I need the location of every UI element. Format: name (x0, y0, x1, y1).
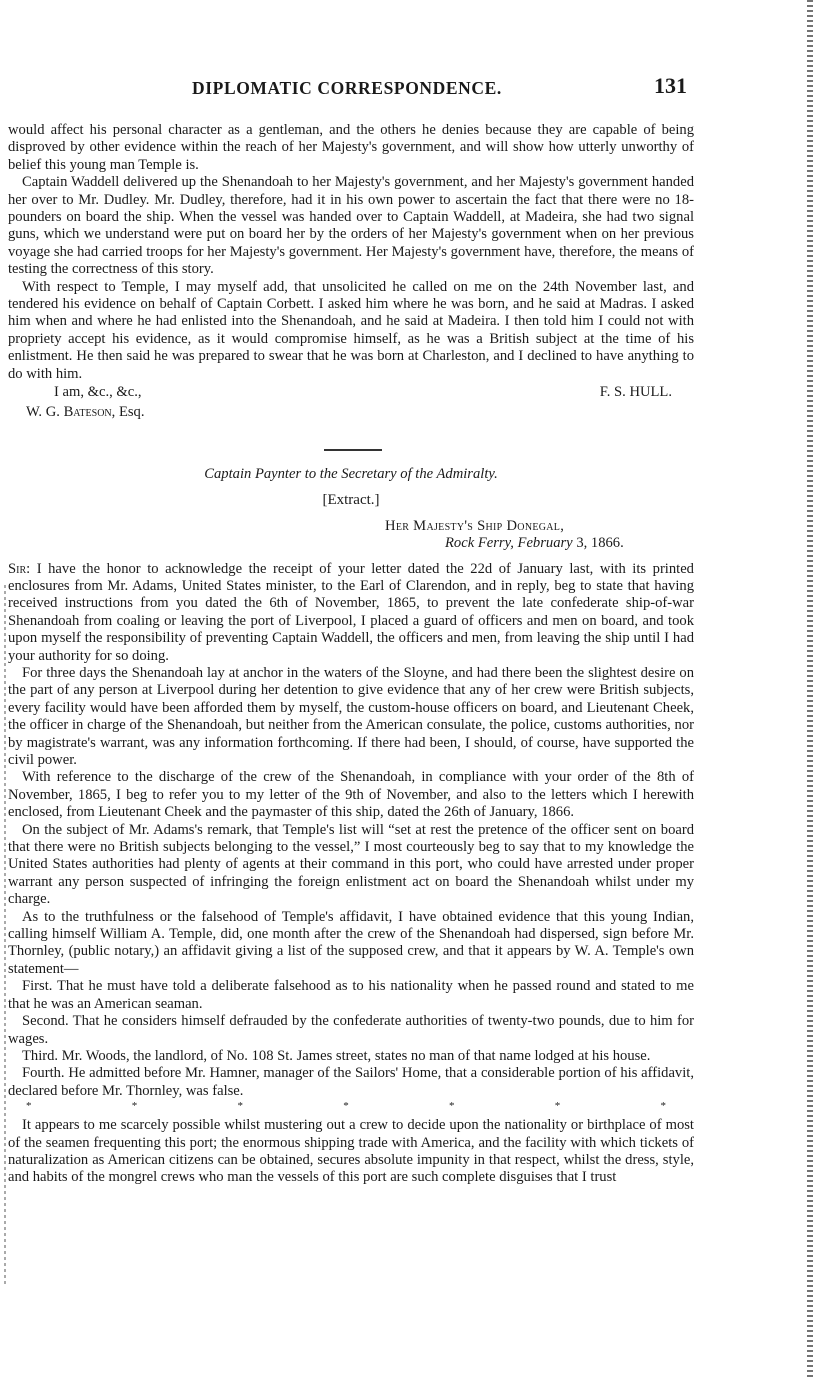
list-item-fourth: Fourth. He admitted before Mr. Hamner, manager of the Sailors' Home, that a considerable portion of his affidavit, declared before Mr. Thornley, was false. (8, 1065, 694, 1099)
continued-paragraph: would affect his personal character as a gentleman, and the others he denies because they are capable of being disproved by other evidence within the reach of her Majesty's government, and will show how utterly unworthy of belief this young man Temple is. (8, 122, 694, 173)
addressee-suffix: Esq. (118, 403, 145, 420)
list-item-first: First. That he must have told a deliberate falsehood as to his nationality when he passed round and stated to me that he was an American seaman. (8, 978, 694, 1012)
star: * (554, 1100, 561, 1113)
paragraph: For three days the Shenandoah lay at anchor in the waters of the Sloyne, and had there been the slightest desire on the part of any person at Liverpool during her detention to give evidence that any of her crew were British subjects, every facility would have been afforded them by myself, the custom-house officers on board, and Lieutenant Cheek, the officer in charge of the Shenandoah, but neither from the American consulate, the police, customs authorities, nor by magistrate's warrant, was any information forthcoming. If there had been, I should, of course, have supported the civil power. (8, 664, 694, 768)
paragraph: With reference to the discharge of the crew of the Shenandoah, in compliance with your order of the 8th of November, 1865, I beg to refer you to my letter of the 9th of November, and also to the letters which I herewith enclosed, from Lieutenant Cheek and the paymaster of this ship, dated the 26th of January, 1866. (8, 769, 694, 821)
closing-and-signature (8, 384, 694, 401)
list-item-third: Third. Mr. Woods, the landlord, of No. 108 St. James street, states no man of that name lodged at his house. (22, 1047, 651, 1064)
ship-name: Her Majesty's Ship Donegal, (385, 517, 565, 534)
place: Rock Ferry, February (445, 535, 573, 552)
signature: F. S. HULL. (599, 384, 672, 401)
addressee-name: W. G. Bateson, (26, 403, 116, 420)
binding-edge-right (807, 0, 813, 1379)
binding-edge-left (4, 585, 6, 1285)
page-header (0, 73, 815, 102)
omission-stars (8, 1100, 694, 1113)
paragraph-text: I have the honor to acknowledge the receipt of your letter dated the 22d of January last, with its printed enclosures from Mr. Adams, United States minister, to the Earl of Clarendon, and in reply, beg to state that having received instructions from you dated the 6th of November, 1865, to prevent the late confederate ship-of-war Shenandoah from coaling or leaving the port of Liverpool, I placed a guard of officers and men on board, and took upon myself the responsibility of preventing Captain Waddell, the officers and men, from leaving the ship until I had your authority for so doing. (8, 560, 694, 664)
paragraph: As to the truthfulness or the falsehood of Temple's affidavit, I have obtained evidence that this young Indian, calling himself William A. Temple, did, one month after the crew of the Shenandoah had dispersed, sign before Mr. Thornley, (public notary,) an affidavit giving a list of the supposed crew, and that it appears by W. A. Temple's own statement— (8, 908, 694, 977)
extract-note: [Extract.] (322, 492, 380, 509)
paragraph (8, 561, 694, 665)
page-body (8, 122, 694, 1187)
dateline (8, 518, 694, 553)
section-divider (324, 449, 382, 451)
place-and-date (385, 535, 694, 552)
star: * (660, 1100, 666, 1113)
page-number: 131 (654, 73, 687, 98)
paragraph: On the subject of Mr. Adams's remark, that Temple's list will “set at rest the pretence of the officer sent on board that there were no British subjects belonging to the vessel,” I most courteously beg to say that to my knowledge the United States authorities had plenty of agents at their command in this port, who could have arrested under proper warrant any person suspected of infringing the foreign enlistment act on board the Shenandoah whilst under my charge. (8, 821, 694, 908)
section-title: Captain Paynter to the Secretary of the Admiralty. (204, 465, 498, 482)
closing: I am, &c., &c., (54, 384, 142, 401)
running-title: DIPLOMATIC CORRESPONDENCE. (192, 78, 502, 98)
star: * (131, 1100, 138, 1113)
year: 3, 1866. (576, 535, 624, 552)
paragraph: With respect to Temple, I may myself add, that unsolicited he called on me on the 24th November last, and tendered his evidence on behalf of Captain Corbett. I asked him where he was born, and he said at Madras. I asked him when and where he had enlisted into the Shenandoah, and he said at Madeira. I then told him I could not with propriety accept his evidence, as it would compromise himself, as he was a British subject at the time of his enlistment. He then said he was prepared to swear that he was born at Charleston, and I declined to have anything to do with him. (8, 278, 694, 382)
star: * (26, 1100, 32, 1113)
star: * (449, 1100, 455, 1113)
paragraph: Captain Waddell delivered up the Shenandoah to her Majesty's government, and her Majesty's government handed her over to Mr. Dudley. Mr. Dudley, therefore, had it in his own power to ascertain the fact that there were no 18-pounders on board the ship. When the vessel was handed over to Captain Waddell, at Madeira, she had two signal guns, which we understand were put on board her by the orders of her Majesty's government when on her previous voyage she had carried troops for her Majesty's government. Her Majesty's government have, therefore, the means of testing the correctness of this story. (8, 174, 694, 278)
letter-body (8, 561, 694, 1187)
salutation: Sir: (8, 560, 31, 577)
list-item-second: Second. That he considers himself defrauded by the confederate authorities of twenty-two pounds, due to him for wages. (8, 1013, 694, 1047)
final-paragraph: It appears to me scarcely possible whilst mustering out a crew to decide upon the nationality or birthplace of most of the seamen frequenting this port; the enormous shipping trade with America, and the facility with which tickets of naturalization as American citizens can be obtained, secures absolute impunity in that respect, whilst the dress, style, and habits of the mongrel crews who man the vessels of this port are such complete disguises that I trust (8, 1117, 694, 1186)
star: * (237, 1100, 243, 1113)
star: * (343, 1100, 349, 1113)
addressee (26, 404, 694, 421)
